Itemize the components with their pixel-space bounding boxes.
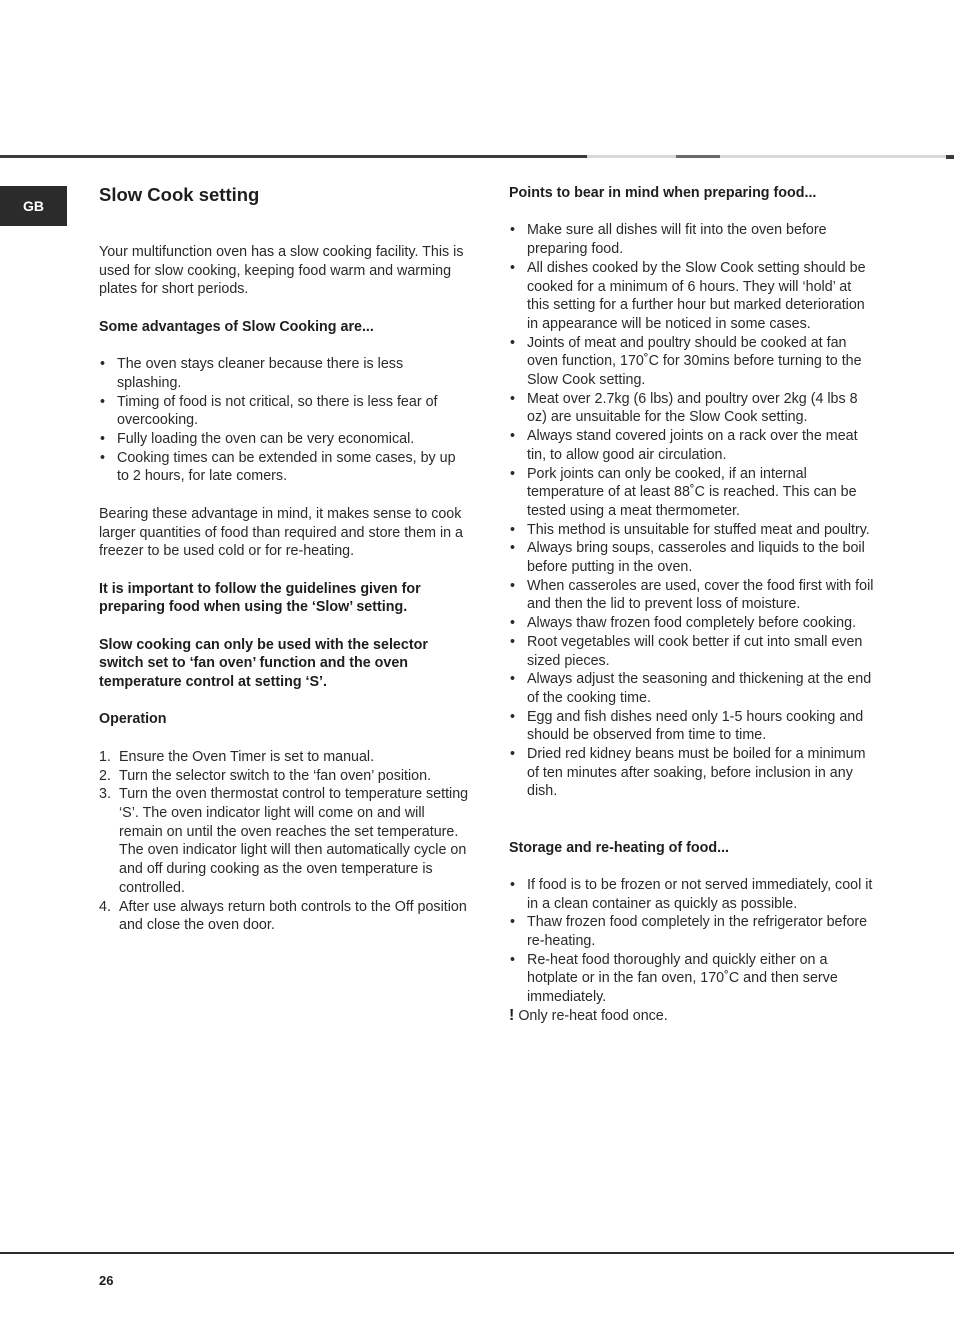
list-item: • If food is to be frozen or not served immediately, cool it in a clean container as quickly as possible. <box>509 876 877 913</box>
top-rule <box>0 155 954 159</box>
points-list <box>509 221 877 801</box>
exclamation-icon: ! <box>509 1006 515 1024</box>
step-number: 3. <box>99 786 111 803</box>
list-item: • Meat over 2.7kg (6 lbs) and poultry over 2kg (4 lbs 8 oz) are unsuitable for the Slow Cook setting. <box>509 390 877 427</box>
language-badge: GB <box>0 186 67 226</box>
list-item: • All dishes cooked by the Slow Cook setting should be cooked for a minimum of 6 hours. They will ‘hold’ at this setting for a further hour but marked deterioration in appearance will be noticed in some cases. <box>509 259 877 334</box>
step-text: Turn the selector switch to the ‘fan oven’ position. <box>119 767 432 784</box>
list-item: • Joints of meat and poultry should be cooked at fan oven function, 170˚C for 30mins before turning to the Slow Cook setting. <box>509 334 877 390</box>
left-column <box>99 184 469 935</box>
page-title: Slow Cook setting <box>99 184 260 205</box>
step-text: Turn the oven thermostat control to temperature setting ‘S’. The oven indicator light will come on and will remain on until the oven reaches the set temperature. The oven indicator light will then automatically cycle on and off during cooking as the oven temperature is controlled. <box>119 786 469 896</box>
right-column <box>509 184 877 1026</box>
list-item: • Always thaw frozen food completely before cooking. <box>509 614 877 633</box>
list-item <box>99 898 469 935</box>
step-text: After use always return both controls to the Off position and close the oven door. <box>119 898 467 934</box>
storage-heading: Storage and re-heating of food... <box>509 839 730 856</box>
list-item: • Always bring soups, casseroles and liquids to the boil before putting in the oven. <box>509 539 877 576</box>
important-paragraph: It is important to follow the guidelines given for preparing food when using the ‘Slow’ setting. <box>99 580 421 616</box>
list-item: • Dried red kidney beans must be boiled for a minimum of ten minutes after soaking, before inclusion in any dish. <box>509 745 877 801</box>
page-number: 26 <box>99 1273 114 1288</box>
list-item <box>99 748 469 767</box>
bottom-rule <box>0 1252 954 1254</box>
warning-text: Only re-heat food once. <box>518 1007 668 1024</box>
list-item: • Make sure all dishes will fit into the oven before preparing food. <box>509 221 877 258</box>
advantages-heading: Some advantages of Slow Cooking are... <box>99 318 374 335</box>
list-item: • The oven stays cleaner because there is less splashing. <box>99 355 469 392</box>
list-item: • When casseroles are used, cover the food first with foil and then the lid to prevent loss of moisture. <box>509 577 877 614</box>
selector-paragraph: Slow cooking can only be used with the selector switch set to ‘fan oven’ function and the oven temperature control at setting ‘S’. <box>99 636 428 691</box>
bearing-paragraph: Bearing these advantage in mind, it makes sense to cook larger quantities of food than required and store them in a freezer to be used cold or for re-heating. <box>99 505 464 560</box>
warning-note <box>509 1007 877 1026</box>
list-item <box>99 785 469 897</box>
intro-paragraph: Your multifunction oven has a slow cooking facility. This is used for slow cooking, keeping food warm and warming plates for short periods. <box>99 244 464 298</box>
list-item: • Cooking times can be extended in some cases, by up to 2 hours, for late comers. <box>99 449 469 486</box>
operation-steps <box>99 748 469 935</box>
list-item: • This method is unsuitable for stuffed meat and poultry. <box>509 521 877 540</box>
step-text: Ensure the Oven Timer is set to manual. <box>119 748 375 765</box>
list-item: • Re-heat food thoroughly and quickly either on a hotplate or in the fan oven, 170˚C and then serve immediately. <box>509 951 877 1007</box>
list-item: • Timing of food is not critical, so there is less fear of overcooking. <box>99 393 469 430</box>
storage-list <box>509 876 877 1007</box>
list-item: • Fully loading the oven can be very economical. <box>99 430 469 449</box>
list-item: • Always stand covered joints on a rack over the meat tin, to allow good air circulation. <box>509 427 877 464</box>
list-item: • Thaw frozen food completely in the refrigerator before re-heating. <box>509 913 877 950</box>
list-item: • Always adjust the seasoning and thickening at the end of the cooking time. <box>509 670 877 707</box>
list-item <box>99 767 469 786</box>
operation-heading: Operation <box>99 711 167 728</box>
step-number: 1. <box>99 748 111 765</box>
step-number: 2. <box>99 767 111 784</box>
list-item: • Egg and fish dishes need only 1-5 hours cooking and should be observed from time to time. <box>509 708 877 745</box>
advantages-list <box>99 355 469 486</box>
points-heading: Points to bear in mind when preparing food... <box>509 185 817 201</box>
list-item: • Root vegetables will cook better if cut into small even sized pieces. <box>509 633 877 670</box>
step-number: 4. <box>99 898 111 915</box>
list-item: • Pork joints can only be cooked, if an internal temperature of at least 88˚C is reached. This can be tested using a meat thermometer. <box>509 465 877 521</box>
